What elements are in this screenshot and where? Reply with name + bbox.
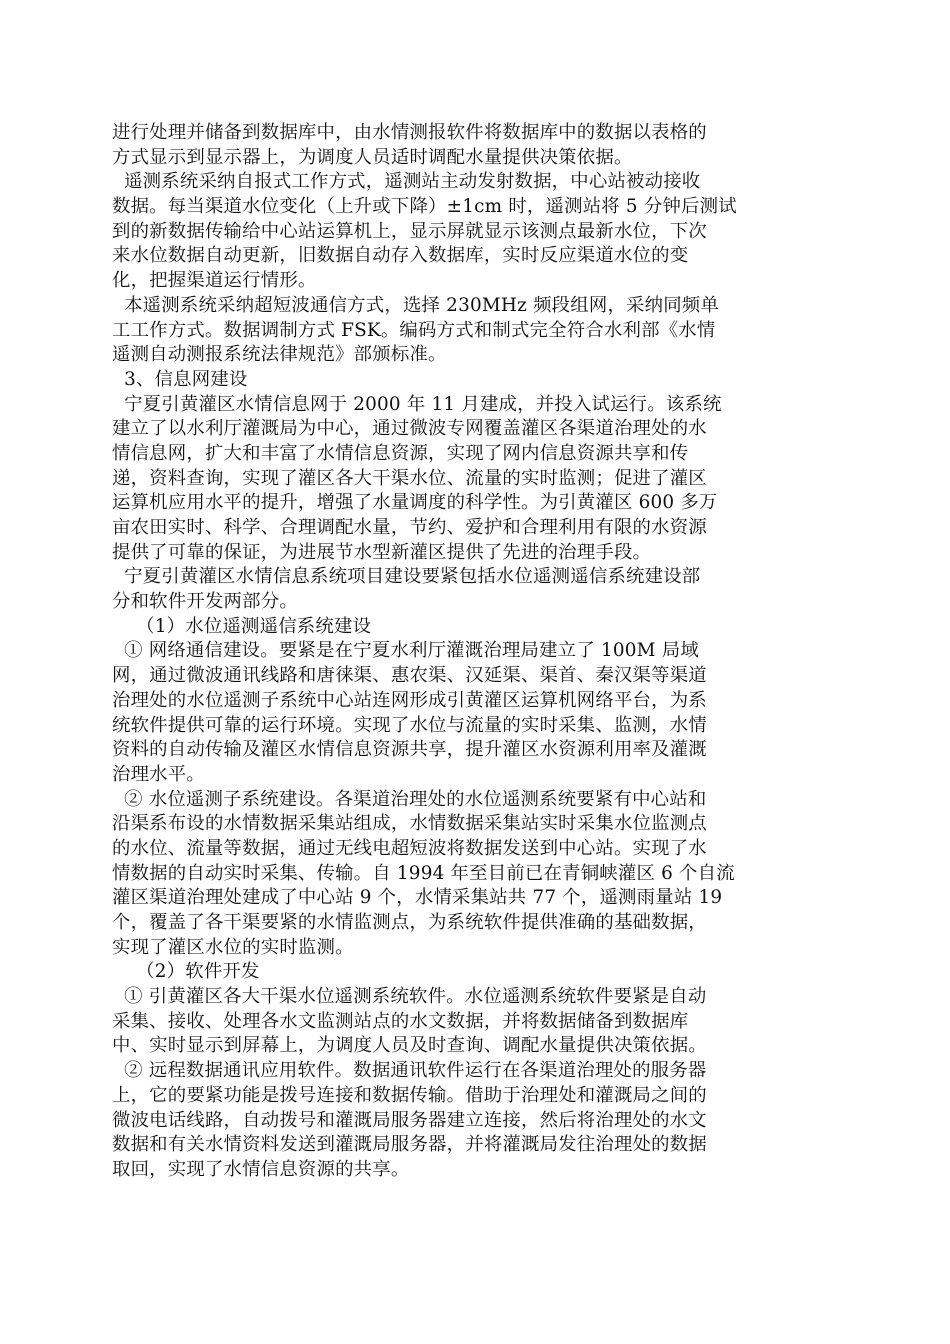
text-line: 遥测系统采纳自报式工作方式，遥测站主动发射数据，中心站被动接收 [112, 171, 701, 193]
text-line: （1）水位遥测遥信系统建设 [112, 615, 372, 637]
text-line: ② 远程数据通讯应用软件。数据通讯软件运行在各渠道治理处的服务器 [112, 1060, 707, 1082]
text-line: （2）软件开发 [112, 961, 260, 983]
text-line: ② 水位遥测子系统建设。各渠道治理处的水位遥测系统要紧有中心站和 [112, 788, 707, 810]
text-line: 的水位、流量等数据，通过无线电超短波将数据发送到中心站。实现了水 [112, 837, 707, 859]
document-body [112, 121, 842, 1183]
text-line: 化，把握渠道运行情形。 [112, 270, 317, 292]
text-line: 进行处理并储备到数据库中，由水情测报软件将数据库中的数据以表格的 [112, 122, 707, 143]
text-line: 运算机应用水平的提升，增强了水量调度的科学性。为引黄灌区 600 多万 [112, 492, 718, 514]
text-line: 数据。每当渠道水位变化（上升或下降）±1cm 时，遥测站将 5 分钟后测试 [112, 196, 737, 218]
text-line: 网，通过微波通讯线路和唐徕渠、惠农渠、汉延渠、渠首、秦汉渠等渠道 [112, 665, 707, 687]
text-line: 3、信息网建设 [112, 368, 248, 390]
text-line: 采集、接收、处理各水文监测站点的水文数据，并将数据储备到数据库 [112, 1010, 689, 1032]
text-line: 宁夏引黄灌区水情信息系统项目建设要紧包括水位遥测遥信系统建设部 [112, 566, 701, 588]
text-line: 治理水平。 [112, 763, 205, 785]
text-line: 本遥测系统采纳超短波通信方式，选择 230MHz 频段组网，采纳同频单 [112, 294, 719, 316]
text-line: 灌区渠道治理处建成了中心站 9 个，水情采集站共 77 个，遥测雨量站 19 [112, 887, 723, 909]
text-line: 取回，实现了水情信息资源的共享。 [112, 1158, 410, 1180]
text-line: 方式显示到显示器上，为调度人员适时调配水量提供决策依据。 [112, 146, 633, 168]
text-line: ① 引黄灌区各大干渠水位遥测系统软件。水位遥测系统软件要紧是自动 [112, 986, 707, 1008]
text-line: 个，覆盖了各干渠要紧的水情监测点，为系统软件提供准确的基础数据， [112, 912, 707, 933]
text-line: 递，资料查询，实现了灌区各大干渠水位、流量的实时监测；促进了灌区 [112, 467, 707, 489]
text-line: 到的新数据传输给中心站运算机上，显示屏就显示该测点最新水位，下次 [112, 220, 707, 242]
text-line: 中、实时显示到屏幕上，为调度人员及时查询、调配水量提供决策依据。 [112, 1035, 707, 1057]
text-line: 来水位数据自动更新，旧数据自动存入数据库，实时反应渠道水位的变 [112, 245, 689, 267]
text-line: 提供了可靠的保证，为进展节水型新灌区提供了先进的治理手段。 [112, 541, 652, 563]
text-line: 遥测自动测报系统法律规范》部颁标准。 [112, 344, 447, 366]
text-line: 情数据的自动实时采集、传输。自 1994 年至目前已在青铜峡灌区 6 个自流 [112, 862, 735, 884]
text-line: 建立了以水利厅灌溉局为中心，通过微波专网覆盖灌区各渠道治理处的水 [112, 418, 707, 440]
text-line: 治理处的水位遥测子系统中心站连网形成引黄灌区运算机网络平台，为系 [112, 689, 707, 711]
text-line: 统软件提供可靠的运行环境。实现了水位与流量的实时采集、监测，水情 [112, 714, 707, 736]
text-line: 数据和有关水情资料发送到灌溉局服务器，并将灌溉局发往治理处的数据 [112, 1134, 707, 1156]
text-line: 工工作方式。数据调制方式 FSK。编码方式和制式完全符合水利部《水情 [112, 319, 716, 341]
text-line: 亩农田实时、科学、合理调配水量，节约、爱护和合理利用有限的水资源 [112, 517, 707, 538]
text-line: 上，它的要紧功能是拨号连接和数据传输。借助于治理处和灌溉局之间的 [112, 1084, 707, 1106]
text-line: 情信息网，扩大和丰富了水情信息资源，实现了网内信息资源共享和传 [112, 442, 689, 464]
text-line: 分和软件开发两部分。 [112, 591, 298, 613]
text-line: 实现了灌区水位的实时监测。 [112, 936, 354, 958]
text-line: 宁夏引黄灌区水情信息网于 2000 年 11 月建成，并投入试运行。该系统 [112, 393, 722, 415]
text-line: 资料的自动传输及灌区水情信息资源共享，提升灌区水资源利用率及灌溉 [112, 739, 707, 761]
text-line: ① 网络通信建设。要紧是在宁夏水利厅灌溉治理局建立了 100M 局域 [112, 640, 699, 662]
text-line: 沿渠系布设的水情数据采集站组成，水情数据采集站实时采集水位监测点 [112, 813, 707, 835]
text-line: 微波电话线路，自动拨号和灌溉局服务器建立连接，然后将治理处的水文 [112, 1109, 707, 1131]
